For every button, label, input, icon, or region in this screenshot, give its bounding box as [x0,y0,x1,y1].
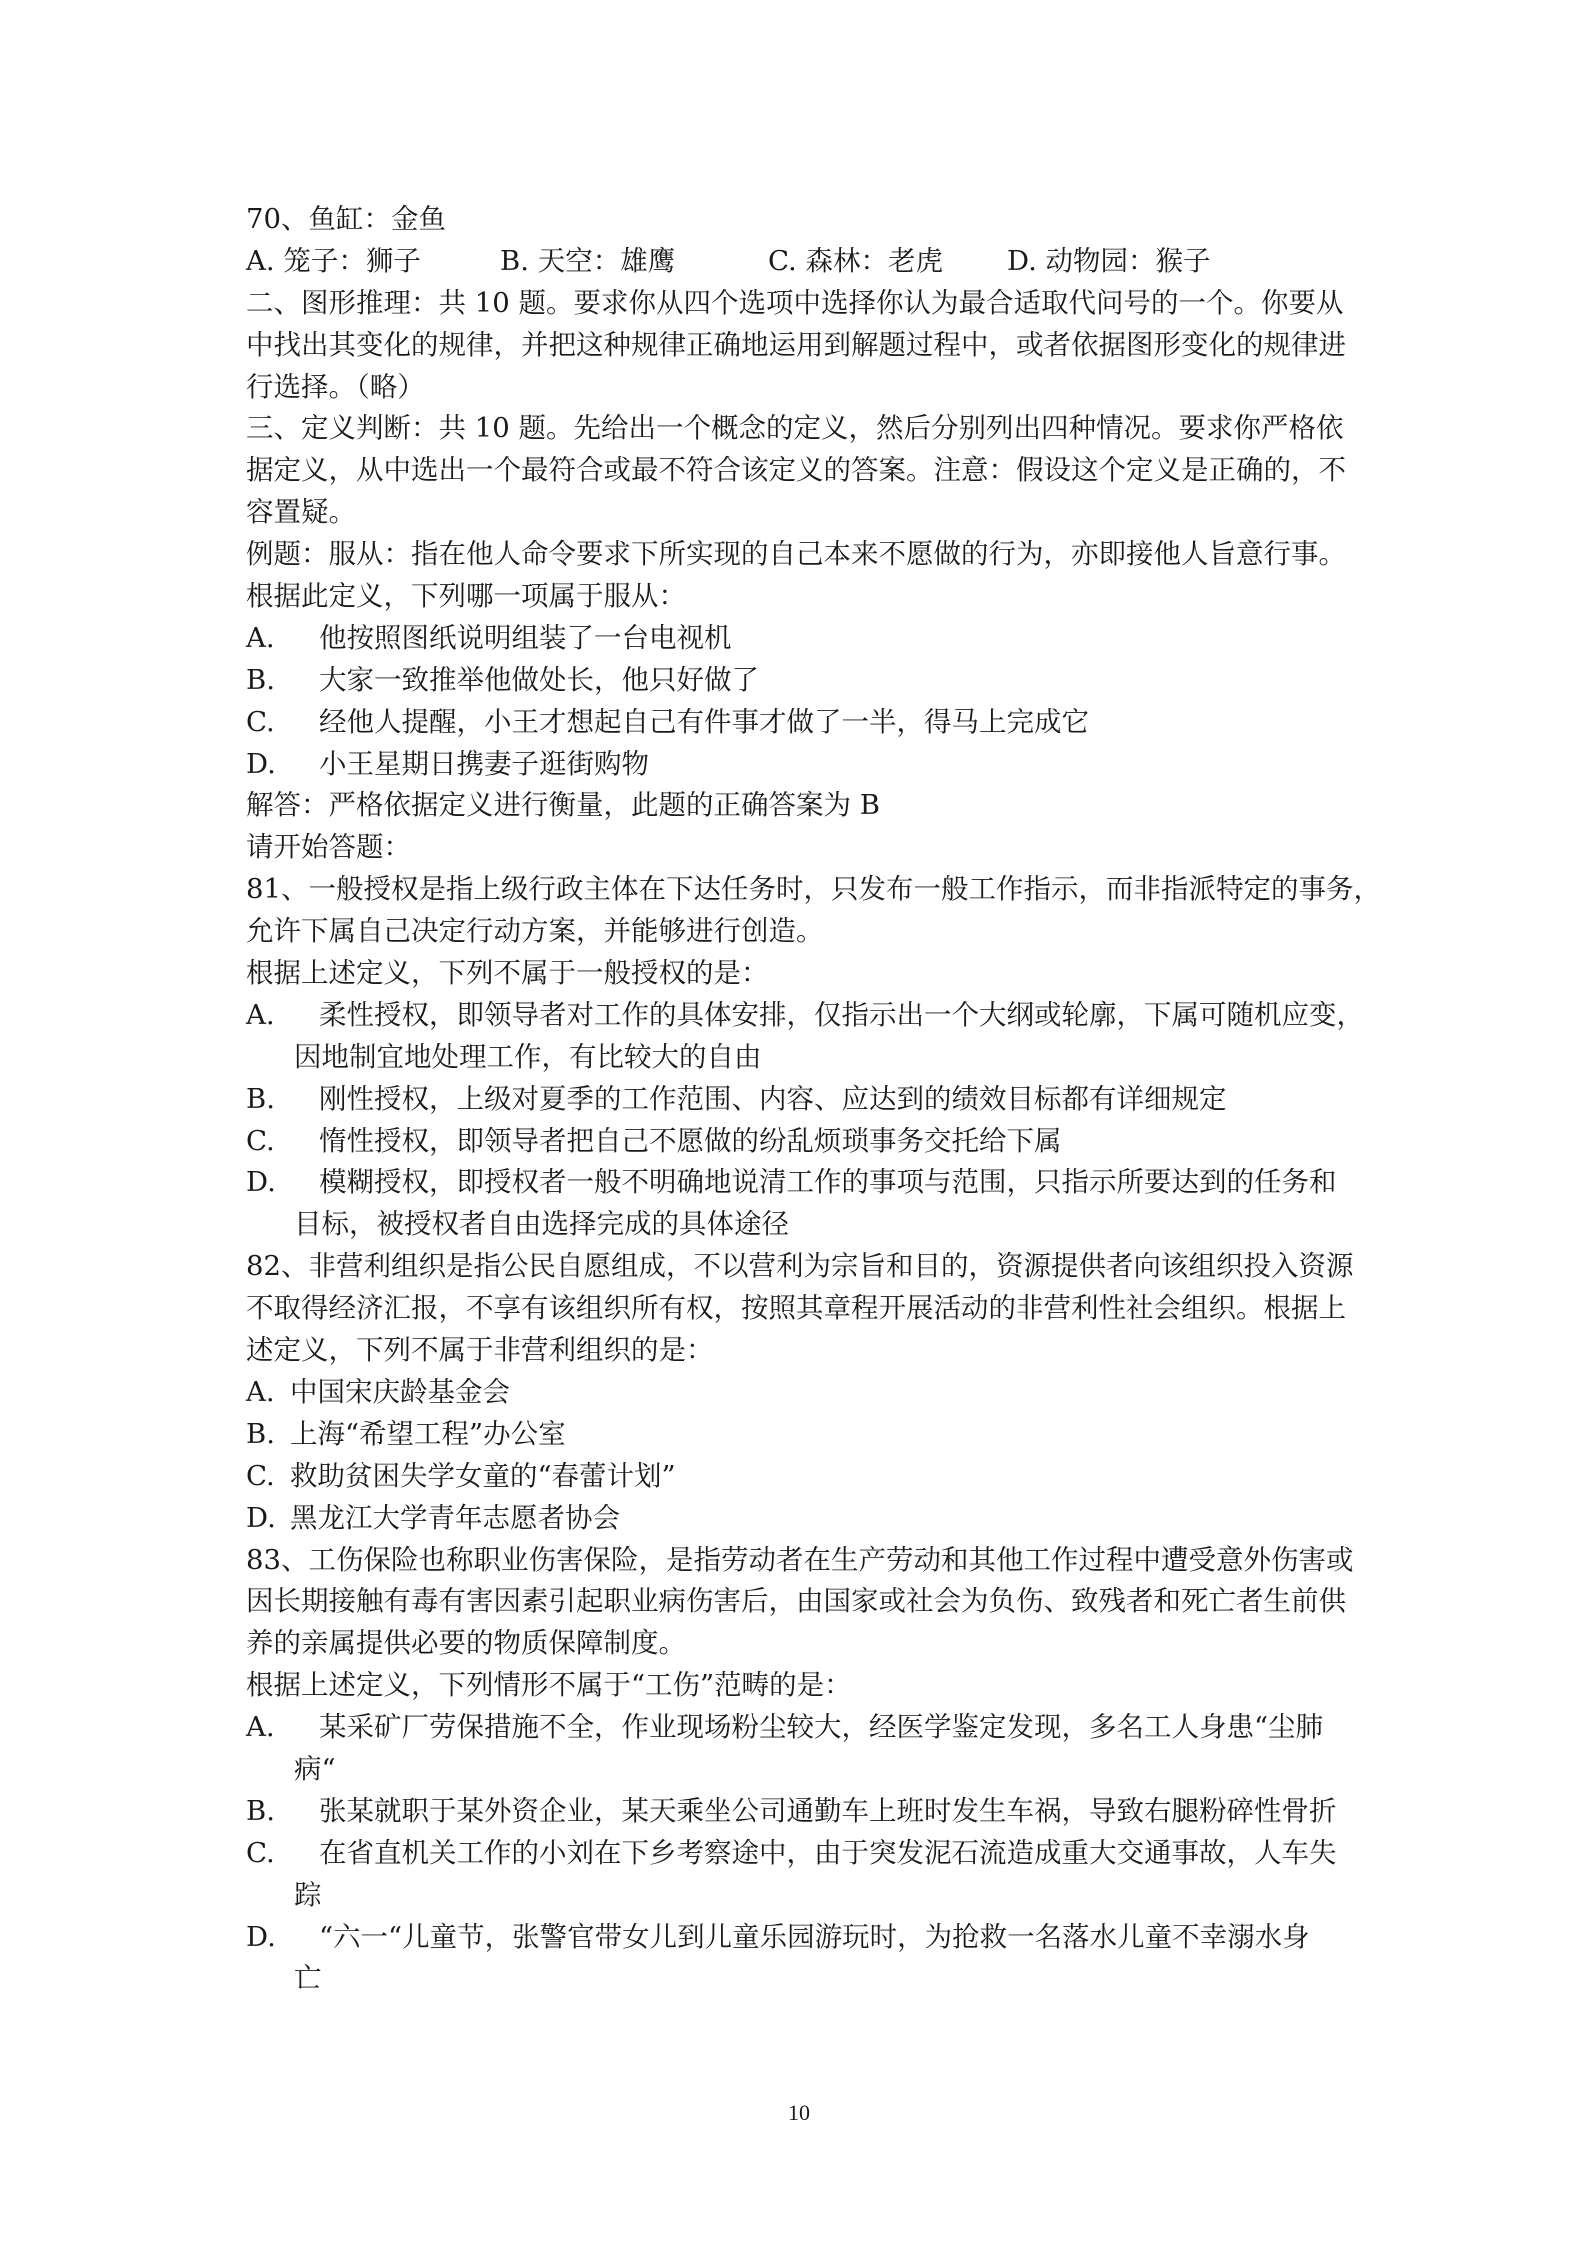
text-line: 请开始答题： [246,831,411,864]
option-b: B. 天空：雄鹰 [500,244,676,277]
text-line: 三、定义判断：共 10 题。先给出一个概念的定义，然后分别列出四种情况。要求你严格依 [246,412,1344,445]
option-label: D. [246,1166,276,1199]
option-text: 经他人提醒，小王才想起自己有件事才做了一半，得马上完成它 [319,705,1089,738]
text-line: 根据此定义，下列哪一项属于服从： [246,580,686,613]
option-label: C. [246,1124,275,1157]
option-text: 在省直机关工作的小刘在下乡考察途中，由于突发泥石流造成重大交通事故，人车失 [319,1836,1337,1869]
option-label: C. [246,1836,275,1869]
text-line: 因长期接触有毒有害因素引起职业病伤害后，由国家或社会为负伤、致残者和死亡者生前供 [246,1585,1346,1618]
text-line: 解答：严格依据定义进行衡量，此题的正确答案为 B [246,789,880,822]
option-item [246,1079,1376,1121]
option-item [246,1791,1376,1833]
option-label: B. [246,1417,275,1450]
option-item [246,744,1376,786]
option-label: C. [246,1459,275,1492]
option-c: C. 森林：老虎 [768,244,944,277]
option-text: 模糊授权，即授权者一般不明确地说清工作的事项与范围，只指示所要达到的任务和 [319,1166,1337,1199]
option-text: 小王星期日携妻子逛街购物 [319,747,649,780]
option-continuation: 亡 [294,1962,322,1995]
option-continuation: 踪 [294,1878,322,1911]
option-continuation: 病“ [294,1752,336,1785]
option-a: A. 笼子：狮子 [246,244,421,277]
document-body [246,199,1381,2000]
text-line: 行选择。（略） [246,370,425,403]
option-item [246,1372,1376,1414]
text-line: 容置疑。 [246,496,356,529]
option-text: 黑龙江大学青年志愿者协会 [290,1501,620,1534]
option-item [246,995,1376,1037]
option-label: D. [246,1501,276,1534]
option-item [246,1917,1376,1959]
option-continuation: 因地制宜地处理工作，有比较大的自由 [294,1040,762,1073]
option-item [246,1456,1376,1498]
option-item [246,1414,1376,1456]
option-label: A. [246,621,275,654]
option-item [246,1162,1376,1204]
option-text: 中国宋庆龄基金会 [290,1375,510,1408]
text-line: 据定义，从中选出一个最符合或最不符合该定义的答案。注意：假设这个定义是正确的，不 [246,454,1346,487]
text-line: 二、图形推理：共 10 题。要求你从四个选项中选择你认为最合适取代问号的一个。你要从 [246,286,1344,319]
text-line: 不取得经济汇报，不享有该组织所有权，按照其章程开展活动的非营利性社会组织。根据上 [246,1292,1346,1325]
option-text: 某采矿厂劳保措施不全，作业现场粉尘较大，经医学鉴定发现，多名工人身患“尘肺 [319,1711,1324,1744]
text-line: 例题：服从：指在他人命令要求下所实现的自己本来不愿做的行为，亦即接他人旨意行事。 [246,538,1346,571]
text-line: 70、鱼缸：金鱼 [246,203,446,235]
option-item [246,1833,1376,1875]
option-text: 上海“希望工程”办公室 [290,1417,566,1450]
text-line: 中找出其变化的规律，并把这种规律正确地运用到解题过程中，或者依据图形变化的规律进 [246,328,1346,361]
option-item [246,1707,1376,1749]
option-label: C. [246,705,275,738]
option-label: B. [246,663,275,696]
option-continuation: 目标，被授权者自由选择完成的具体途径 [294,1208,789,1241]
text-line: 根据上述定义，下列情形不属于“工伤”范畴的是： [246,1669,852,1702]
option-item [246,660,1376,702]
text-line: 根据上述定义，下列不属于一般授权的是： [246,957,769,990]
option-item [246,1121,1376,1163]
option-item [246,618,1376,660]
option-label: A. [246,998,275,1031]
text-line: 述定义，下列不属于非营利组织的是： [246,1334,714,1367]
option-text: 救助贫困失学女童的“春蕾计划” [290,1459,676,1492]
option-text: “六一“儿童节，张警官带女儿到儿童乐园游玩时，为抢救一名落水儿童不幸溺水身 [319,1920,1310,1953]
text-line: 82、非营利组织是指公民自愿组成，不以营利为宗旨和目的，资源提供者向该组织投入资源 [246,1250,1354,1283]
option-text: 他按照图纸说明组装了一台电视机 [319,621,732,654]
option-text: 惰性授权，即领导者把自己不愿做的纷乱烦琐事务交托给下属 [319,1124,1062,1157]
option-text: 柔性授权，即领导者对工作的具体安排，仅指示出一个大纲或轮廓，下属可随机应变， [319,998,1364,1031]
text-line: 允许下属自己决定行动方案，并能够进行创造。 [246,915,824,948]
page-number: 10 [788,2100,810,2125]
text-line: 81、一般授权是指上级行政主体在下达任务时，只发布一般工作指示，而非指派特定的事务， [246,873,1381,906]
option-label: A. [246,1375,275,1408]
option-item [246,702,1376,744]
option-d: D. 动物园：猴子 [1007,244,1211,277]
option-text: 大家一致推举他做处长，他只好做了 [319,663,759,696]
option-text: 张某就职于某外资企业，某天乘坐公司通勤车上班时发生车祸，导致右腿粉碎性骨折 [319,1794,1337,1827]
option-label: B. [246,1794,275,1827]
text-line: 83、工伤保险也称职业伤害保险，是指劳动者在生产劳动和其他工作过程中遭受意外伤害或 [246,1543,1354,1576]
option-label: A. [246,1711,275,1744]
option-label: D. [246,747,276,780]
option-item [246,1498,1376,1540]
option-label: D. [246,1920,276,1953]
text-line: 养的亲属提供必要的物质保障制度。 [246,1627,686,1660]
option-label: B. [246,1082,275,1115]
option-row [246,241,1376,283]
option-text: 刚性授权，上级对夏季的工作范围、内容、应达到的绩效目标都有详细规定 [319,1082,1227,1115]
